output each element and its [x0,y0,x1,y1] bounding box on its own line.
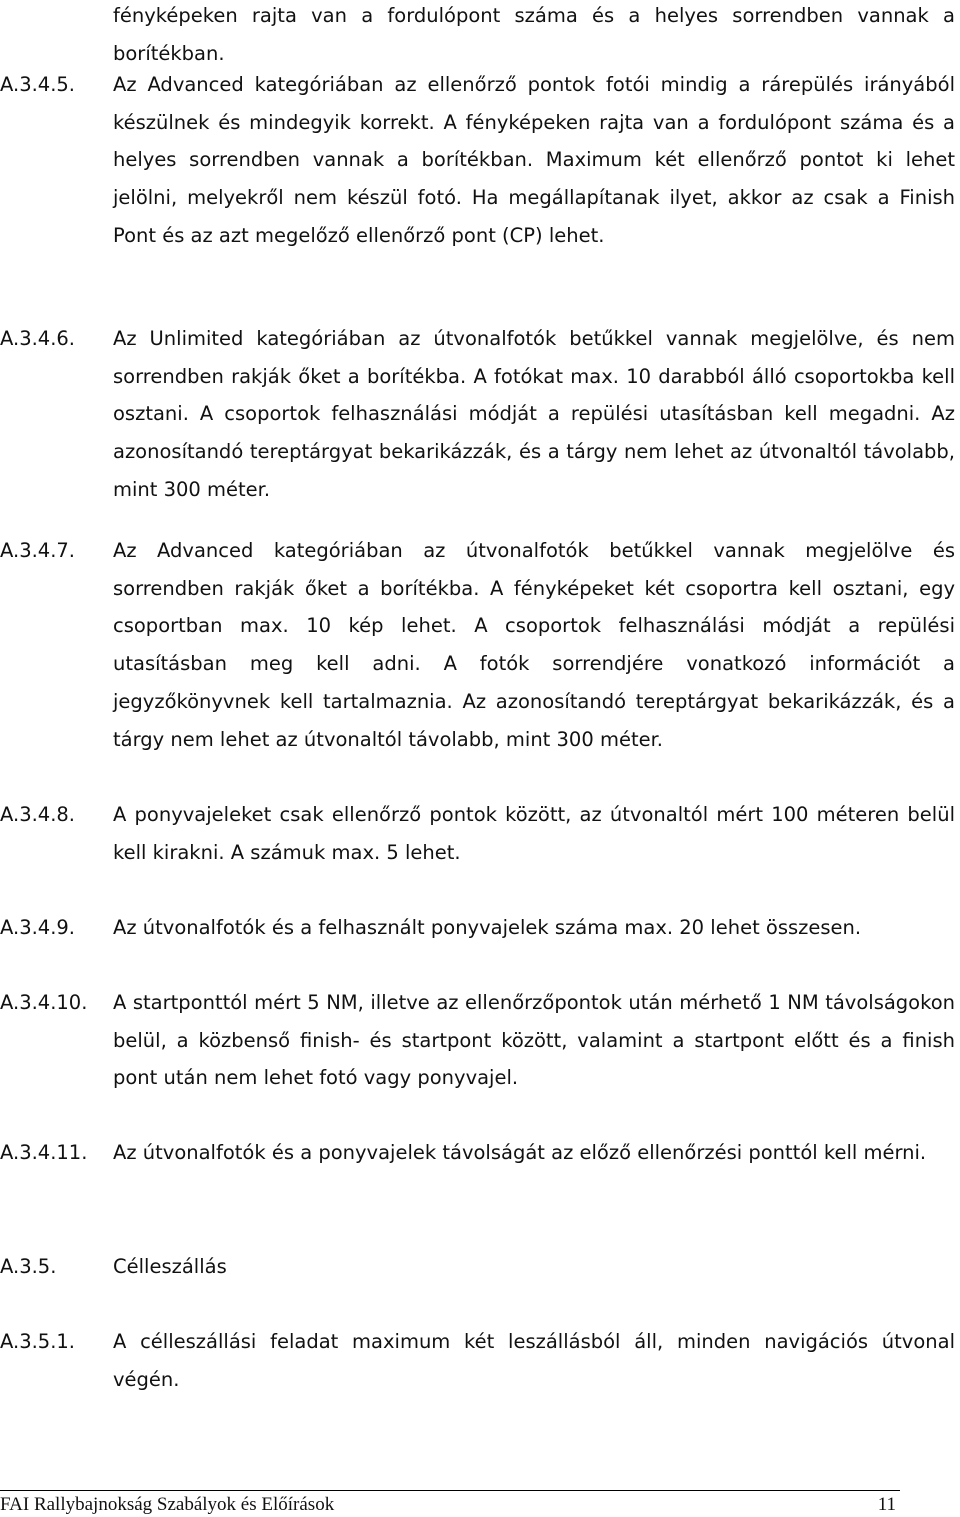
section-number: A.3.4.8. [0,803,76,826]
section-text: Az Advanced kategóriában az útvonalfotók betűkkel vannak megjelölve és sorrendben rakják őket a borítékba. A fényképeket két csoportra kell osztani, egy csoportban max. 10 kép lehet. A csoportok felhasználási módját a repülési utasításban meg kell adni. A fotók sorrendjére vonatkozó információt a jegyzőkönyvnek kell tartalmaznia. Az azonosítandó tereptárgyat bekarikázzák, és a tárgy nem lehet az útvonaltól távolabb, mint 300 méter. [113,539,955,751]
section-text: Az útvonalfotók és a ponyvajelek távolságát az előző ellenőrzési ponttól kell mérni. [113,1141,927,1164]
footer-page-number: 11 [877,1494,896,1515]
section-number: A.3.5. [0,1255,57,1278]
section-text: Az útvonalfotók és a felhasznált ponyvajelek száma max. 20 lehet összesen. [113,916,862,939]
section-text: Az Unlimited kategóriában az útvonalfotók betűkkel vannak megjelölve, és nem sorrendben rakják őket a borítékba. A fotókat max. 10 darabból álló csoportokba kell osztani. A csoportok felhasználási módját a repülési utasításban kell megadni. Az azonosítandó tereptárgyat bekarikázzák, és a tárgy nem lehet az útvonaltól távolabb, mint 300 méter. [113,327,955,501]
section-number: A.3.4.9. [0,916,76,939]
section-number: A.3.4.5. [0,73,76,96]
section-number: A.3.5.1. [0,1330,76,1353]
section-text: Az Advanced kategóriában az ellenőrző pontok fotói mindig a rárepülés irányából készülnek és mindegyik korrekt. A fényképeken rajta van a fordulópont száma és a helyes sorrendben vannak a borítékban. Maximum két ellenőrző pontot ki lehet jelölni, melyekről nem készül fotó. Ha megállapítanak ilyet, akkor az csak a Finish Pont és az azt megelőző ellenőrző pont (CP) lehet. [113,73,955,247]
footer-title: FAI Rallybajnokság Szabályok és Előírások [0,1494,335,1515]
section-text: A ponyvajeleket csak ellenőrző pontok között, az útvonaltól mért 100 méteren belül kell kirakni. A számuk max. 5 lehet. [113,803,955,864]
section-number: A.3.4.6. [0,327,76,350]
section-text: A startponttól mért 5 NM, illetve az ellenőrzőpontok után mérhető 1 NM távolságokon belül, a közbenső finish- és startpont között, valamint a startpont előtt és a finish pont után nem lehet fotó vagy ponyvajel. [113,991,955,1090]
section-number: A.3.4.10. [0,991,88,1014]
section-text: A célleszállási feladat maximum két leszállásból áll, minden navigációs útvonal végén. [113,1330,955,1391]
section-number: A.3.4.7. [0,539,76,562]
section-number: A.3.4.11. [0,1141,88,1164]
section-heading: Célleszállás [113,1255,227,1278]
continuation-text: fényképeken rajta van a fordulópont száma és a helyes sorrendben vannak a borítékban. [113,4,955,65]
footer-divider [0,1490,900,1491]
